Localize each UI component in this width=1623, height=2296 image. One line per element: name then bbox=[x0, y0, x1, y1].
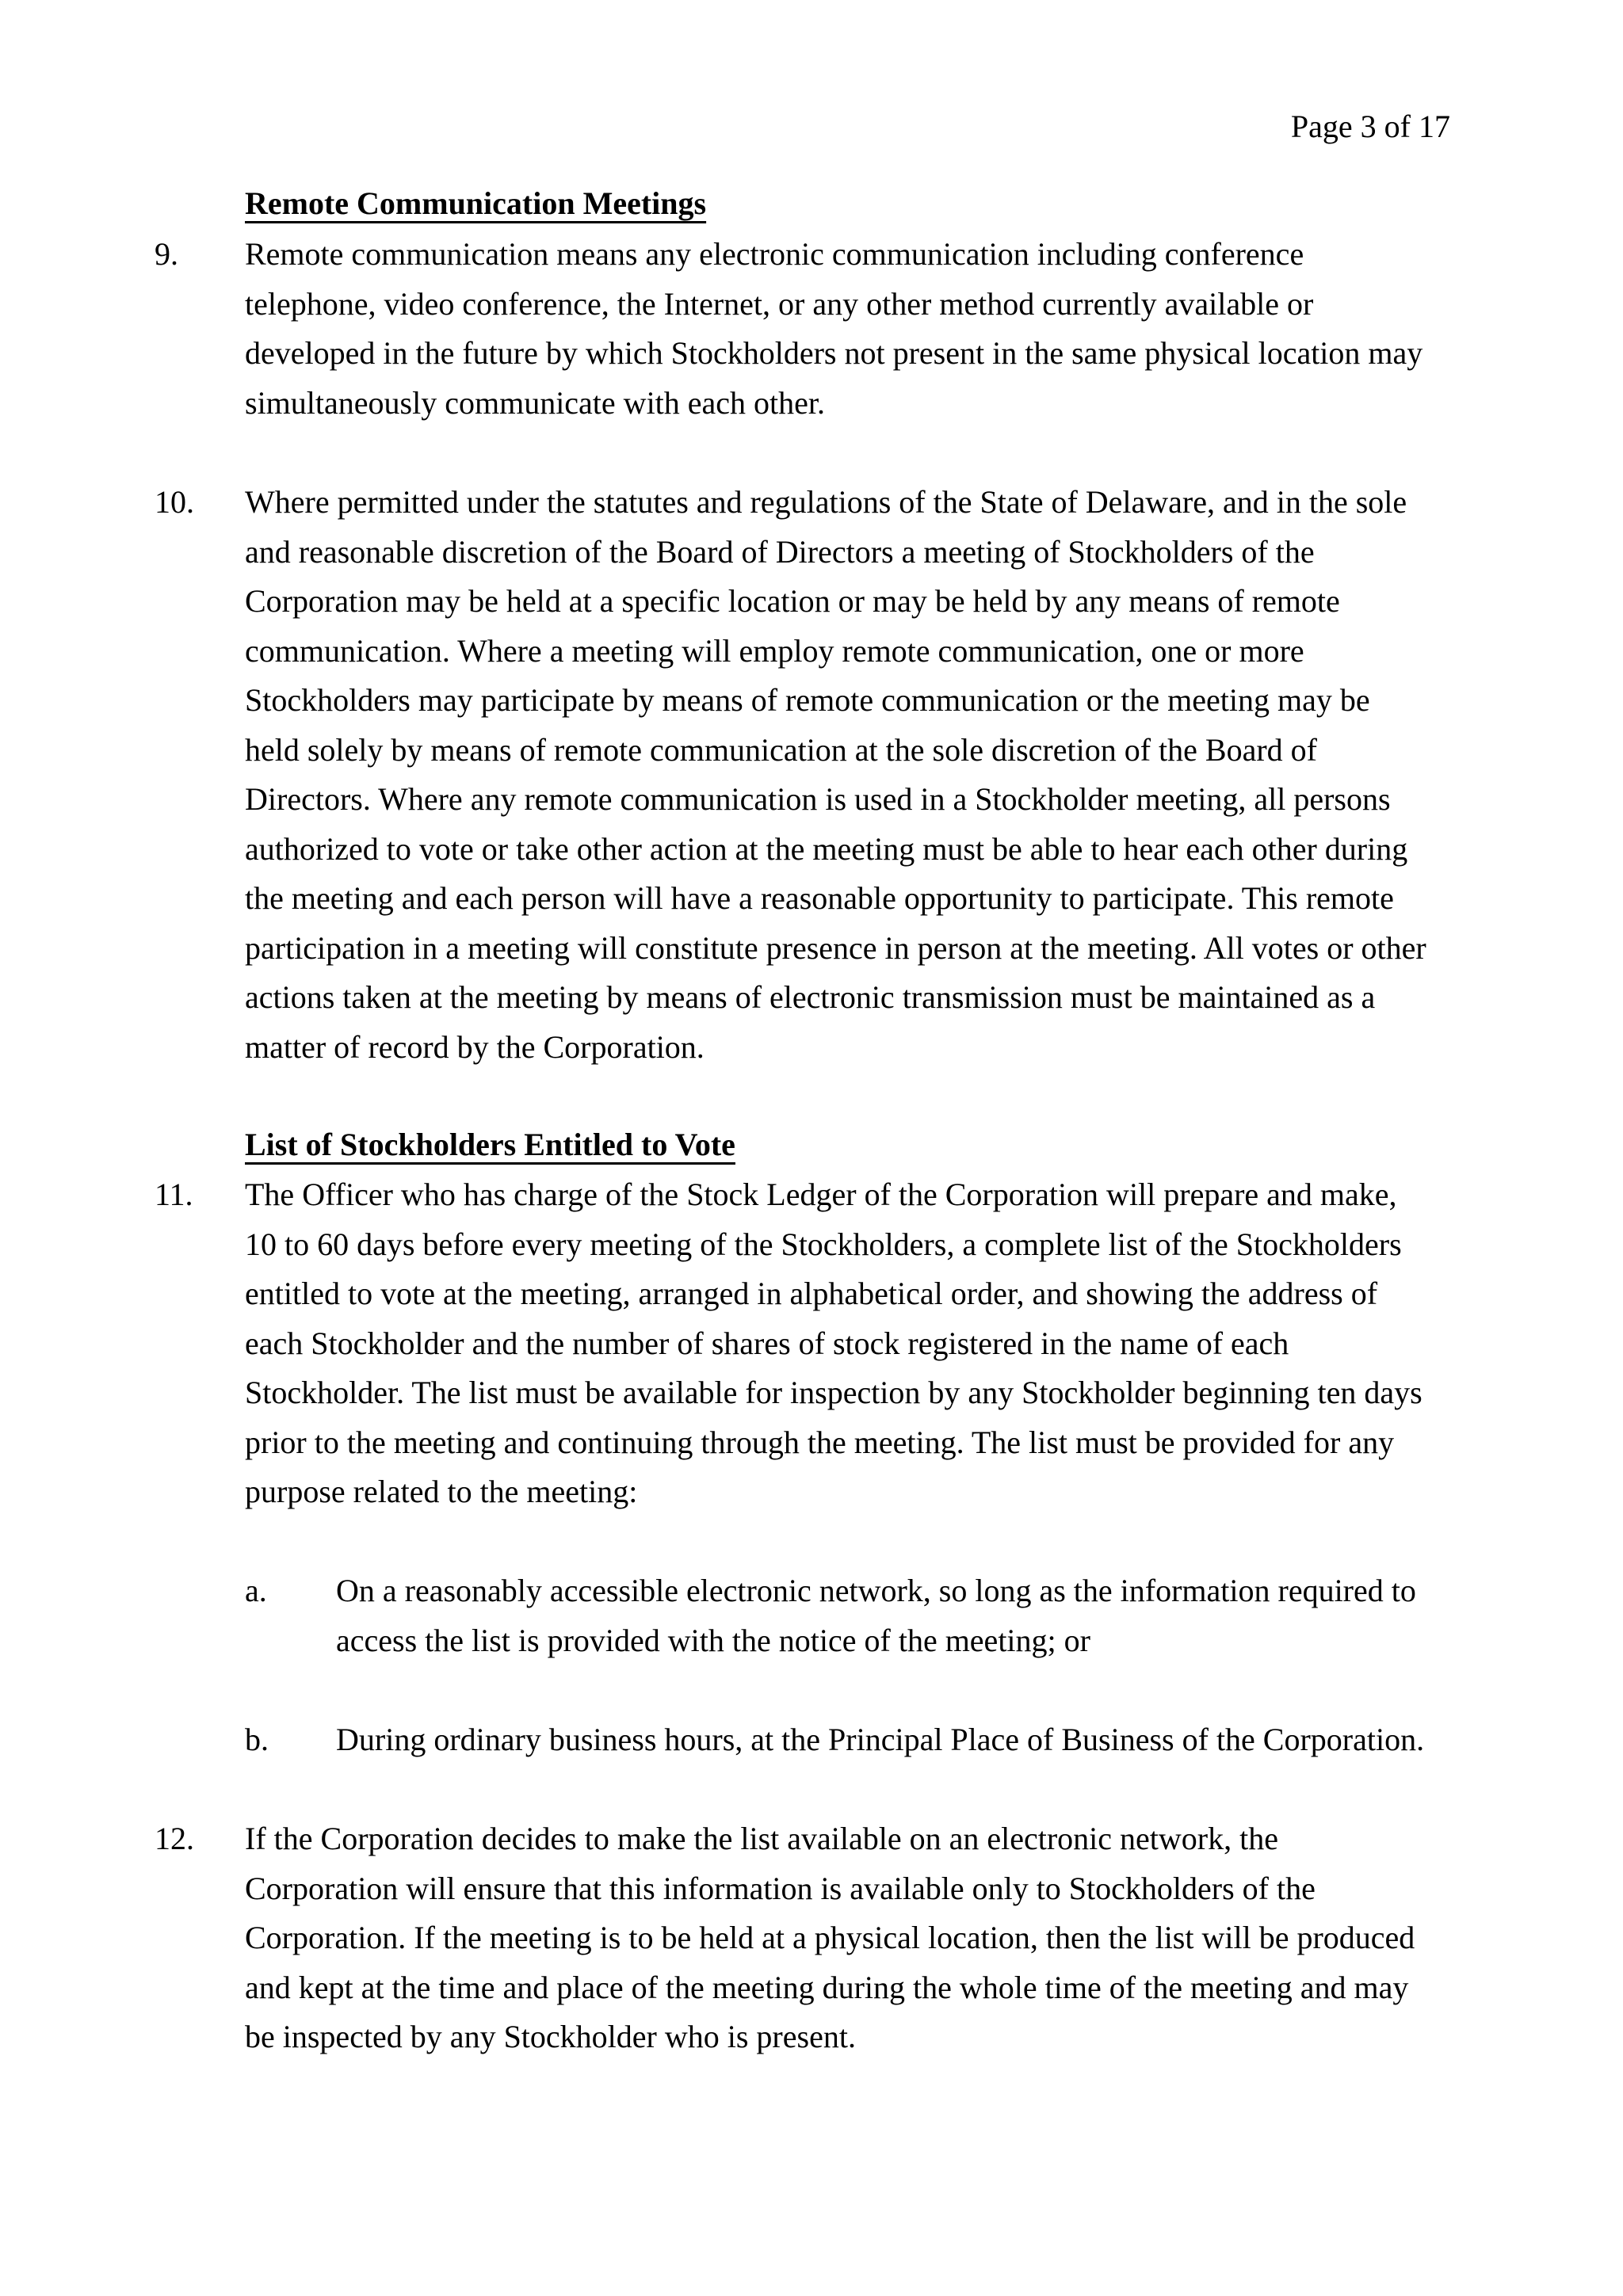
text-line: telephone, video conference, the Internet, or any other method currently available or bbox=[245, 285, 1314, 322]
paragraph-number: 10. bbox=[155, 484, 194, 520]
paragraph-11 bbox=[155, 1170, 1470, 1517]
text-line: authorized to vote or take other action at the meeting must be able to hear each other during bbox=[245, 830, 1408, 867]
text-line: participation in a meeting will constitute presence in person at the meeting. All votes or other bbox=[245, 929, 1426, 966]
paragraph-text bbox=[245, 478, 1470, 1072]
paragraph-number: 9. bbox=[155, 236, 178, 272]
text-line: Stockholders may participate by means of remote communication or the meeting may be bbox=[245, 682, 1370, 718]
text-line: held solely by means of remote communication at the sole discretion of the Board of bbox=[245, 731, 1317, 768]
subparagraph-letter: a. bbox=[245, 1573, 267, 1608]
text-line: Where permitted under the statutes and regulations of the State of Delaware, and in the sole bbox=[245, 484, 1407, 520]
text-line: 10 to 60 days before every meeting of the Stockholders, a complete list of the Stockholders bbox=[245, 1226, 1402, 1262]
paragraph-text bbox=[245, 1170, 1470, 1517]
paragraph-text bbox=[245, 1814, 1470, 2062]
paragraph-10 bbox=[155, 478, 1470, 1072]
text-line: the meeting and each person will have a reasonable opportunity to participate. This remote bbox=[245, 880, 1394, 916]
text-line: communication. Where a meeting will employ remote communication, one or more bbox=[245, 632, 1304, 669]
section-heading-remote-communication: Remote Communication Meetings bbox=[245, 185, 707, 221]
paragraph-number: 11. bbox=[155, 1177, 193, 1212]
text-line: On a reasonably accessible electronic network, so long as the information required to bbox=[336, 1573, 1416, 1608]
text-line: be inspected by any Stockholder who is present. bbox=[245, 2019, 856, 2054]
text-line: If the Corporation decides to make the list available on an electronic network, the bbox=[245, 1821, 1278, 1856]
subparagraph-text bbox=[336, 1566, 1481, 1665]
subparagraph-a bbox=[245, 1566, 1481, 1665]
text-line: Stockholder. The list must be available for inspection by any Stockholder beginning ten days bbox=[245, 1375, 1423, 1410]
text-line: During ordinary business hours, at the Principal Place of Business of the Corporation. bbox=[336, 1722, 1425, 1757]
text-line: Directors. Where any remote communication is used in a Stockholder meeting, all persons bbox=[245, 781, 1391, 817]
text-line: and reasonable discretion of the Board of Directors a meeting of Stockholders of the bbox=[245, 533, 1315, 570]
subparagraph-b bbox=[245, 1715, 1481, 1765]
text-line: each Stockholder and the number of shares of stock registered in the name of each bbox=[245, 1325, 1289, 1361]
page-number: Page 3 of 17 bbox=[1290, 109, 1450, 144]
text-line: prior to the meeting and continuing through the meeting. The list must be provided for any bbox=[245, 1424, 1395, 1460]
text-line: and kept at the time and place of the meeting during the whole time of the meeting and may bbox=[245, 1969, 1409, 2005]
paragraph-number: 12. bbox=[155, 1821, 194, 1856]
text-line: entitled to vote at the meeting, arranged in alphabetical order, and showing the address of bbox=[245, 1276, 1378, 1311]
subparagraph-text bbox=[336, 1715, 1481, 1765]
section-heading-list-of-stockholders: List of Stockholders Entitled to Vote bbox=[245, 1127, 735, 1162]
text-line: matter of record by the Corporation. bbox=[245, 1028, 705, 1065]
text-line: Corporation may be held at a specific location or may be held by any means of remote bbox=[245, 583, 1340, 619]
text-line: actions taken at the meeting by means of electronic transmission must be maintained as a bbox=[245, 979, 1376, 1015]
text-line: The Officer who has charge of the Stock Ledger of the Corporation will prepare and make, bbox=[245, 1177, 1397, 1212]
text-line: Corporation. If the meeting is to be held at a physical location, then the list will be produced bbox=[245, 1920, 1415, 1955]
paragraph-9 bbox=[155, 230, 1470, 428]
text-line: Remote communication means any electronic communication including conference bbox=[245, 236, 1304, 272]
text-line: access the list is provided with the notice of the meeting; or bbox=[336, 1622, 1090, 1658]
paragraph-text bbox=[245, 230, 1470, 428]
subparagraph-letter: b. bbox=[245, 1722, 269, 1757]
text-line: developed in the future by which Stockholders not present in the same physical location may bbox=[245, 335, 1423, 371]
text-line: Corporation will ensure that this information is available only to Stockholders of the bbox=[245, 1870, 1316, 1906]
text-line: simultaneously communicate with each other. bbox=[245, 384, 826, 421]
paragraph-12 bbox=[155, 1814, 1470, 2062]
text-line: purpose related to the meeting: bbox=[245, 1474, 638, 1509]
